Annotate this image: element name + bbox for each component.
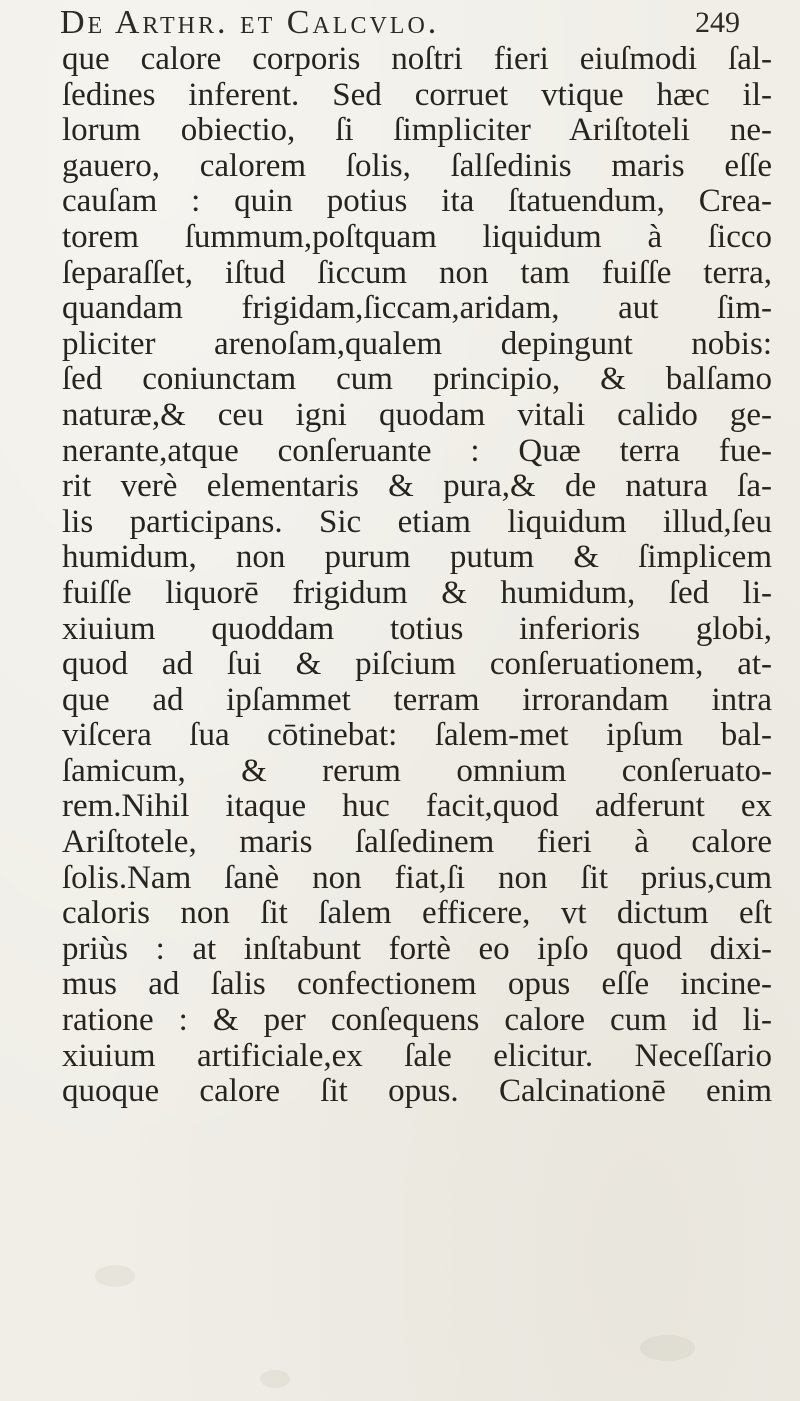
text-line: xiuium quoddam totius inferioris globi, (62, 610, 772, 647)
paper-stain (640, 1335, 695, 1361)
text-line: priùs : at inſtabunt fortè eo ipſo quod dixi- (62, 930, 772, 967)
text-line: mus ad ſalis confectionem opus eſſe incine- (62, 966, 772, 1003)
text-line: quandam frigidam,ſiccam,aridam, aut ſim- (62, 290, 772, 327)
text-line: Ariſtotele, maris ſalſedinem fieri à calore (62, 824, 772, 861)
text-line: nerante,atque conſeruante : Quæ terra fue- (62, 432, 772, 469)
body-text (62, 42, 772, 1110)
text-line: fuiſſe liquorē frigidum & humidum, ſed li- (62, 574, 772, 611)
text-line: ſolis.Nam ſanè non fiat,ſi non ſit prius,cum (62, 859, 772, 896)
paper-stain (260, 1370, 290, 1388)
text-line: quoque calore ſit opus. Calcinationē enim (62, 1073, 772, 1110)
paper-stain (95, 1265, 135, 1287)
text-line: pliciter arenoſam,qualem depingunt nobis: (62, 325, 772, 362)
text-line: ſedines inferent. Sed corruet vtique hæc il- (62, 76, 772, 113)
text-line: viſcera ſua cōtinebat: ſalem-met ipſum bal- (62, 717, 772, 754)
text-line: lis participans. Sic etiam liquidum illud,ſeu (62, 503, 772, 540)
text-line: ſed coniunctam cum principio, & balſamo (62, 361, 772, 398)
text-line: ratione : & per conſequens calore cum id li- (62, 1002, 772, 1039)
text-line: ſamicum, & rerum omnium conſeruato- (62, 752, 772, 789)
text-line: torem ſummum,poſtquam liquidum à ſicco (62, 218, 772, 255)
text-line: naturæ,& ceu igni quodam vitali calido ge- (62, 396, 772, 433)
text-line: lorum obiectio, ſi ſimpliciter Ariſtoteli ne- (62, 112, 772, 149)
text-line: quod ad ſui & piſcium conſeruationem, at- (62, 646, 772, 683)
text-line: rit verè elementaris & pura,& de natura ſa- (62, 468, 772, 505)
text-line: xiuium artificiale,ex ſale elicitur. Neceſſario (62, 1037, 772, 1074)
text-line: ſeparaſſet, iſtud ſiccum non tam fuiſſe terra, (62, 254, 772, 291)
page-number: 249 (695, 6, 740, 39)
text-line: caloris non ſit ſalem efficere, vt dictum eſt (62, 895, 772, 932)
text-line: cauſam : quin potius ita ſtatuendum, Crea- (62, 183, 772, 220)
text-line: gauero, calorem ſolis, ſalſedinis maris eſſe (62, 147, 772, 184)
text-line: humidum, non purum putum & ſimplicem (62, 539, 772, 576)
text-line: que ad ipſammet terram irrorandam intra (62, 681, 772, 718)
text-line: rem.Nihil itaque huc facit,quod adferunt ex (62, 788, 772, 825)
text-line: que calore corporis noſtri fieri eiuſmodi ſal- (62, 41, 772, 77)
running-head: De Arthr. et Calcvlo. (60, 4, 440, 41)
